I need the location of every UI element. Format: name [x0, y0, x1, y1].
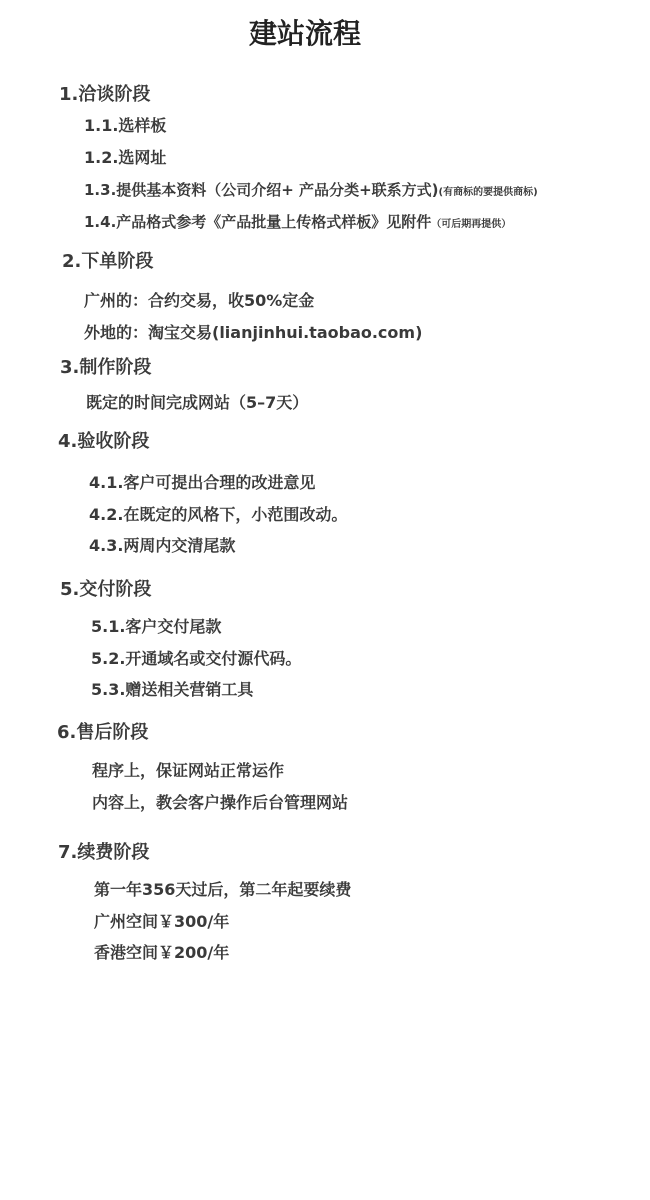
- order-other-cities: 外地的：淘宝交易(lianjinhui.taobao.com): [84, 323, 423, 342]
- page-title: 建站流程: [248, 17, 361, 50]
- section-heading-acceptance: 4.验收阶段: [58, 431, 150, 452]
- step-provide-materials-text: 1.3.提供基本资料（公司介绍+ 产品分类+联系方式): [84, 181, 439, 199]
- section-heading-negotiation: 1.洽谈阶段: [59, 84, 151, 105]
- renewal-policy: 第一年356天过后，第二年起要续费: [94, 880, 352, 899]
- order-guangzhou: 广州的：合约交易，收50%定金: [84, 291, 315, 310]
- section-heading-delivery: 5.交付阶段: [60, 579, 152, 600]
- step-provide-materials-note: (有商标的要提供商标): [438, 187, 538, 198]
- delivery-marketing-tools: 5.3.赠送相关营销工具: [91, 680, 254, 699]
- step-choose-domain: 1.2.选网址: [84, 148, 167, 167]
- after-sales-content: 内容上，教会客户操作后台管理网站: [92, 793, 349, 812]
- production-timeline: 既定的时间完成网站（5–7天）: [86, 393, 309, 412]
- acceptance-feedback: 4.1.客户可提出合理的改进意见: [89, 473, 316, 492]
- section-heading-after-sales: 6.售后阶段: [57, 722, 149, 743]
- delivery-final-payment: 5.1.客户交付尾款: [91, 617, 222, 636]
- acceptance-final-payment: 4.3.两周内交清尾款: [89, 536, 236, 555]
- acceptance-minor-changes: 4.2.在既定的风格下，小范围改动。: [89, 505, 348, 524]
- after-sales-program: 程序上，保证网站正常运作: [92, 761, 285, 780]
- step-product-format-note: （可后期再提供）: [431, 219, 512, 230]
- section-heading-renewal: 7.续费阶段: [58, 842, 150, 863]
- step-provide-materials: [84, 179, 538, 204]
- delivery-domain-source: 5.2.开通域名或交付源代码。: [91, 649, 302, 668]
- renewal-hongkong-price: 香港空间￥200/年: [94, 943, 230, 962]
- step-product-format-text: 1.4.产品格式参考《产品批量上传格式样板》见附件: [84, 213, 432, 231]
- renewal-guangzhou-price: 广州空间￥300/年: [94, 912, 230, 931]
- step-product-format: [84, 211, 511, 236]
- step-choose-template: 1.1.选样板: [84, 116, 167, 135]
- section-heading-ordering: 2.下单阶段: [62, 251, 154, 272]
- section-heading-production: 3.制作阶段: [60, 357, 152, 378]
